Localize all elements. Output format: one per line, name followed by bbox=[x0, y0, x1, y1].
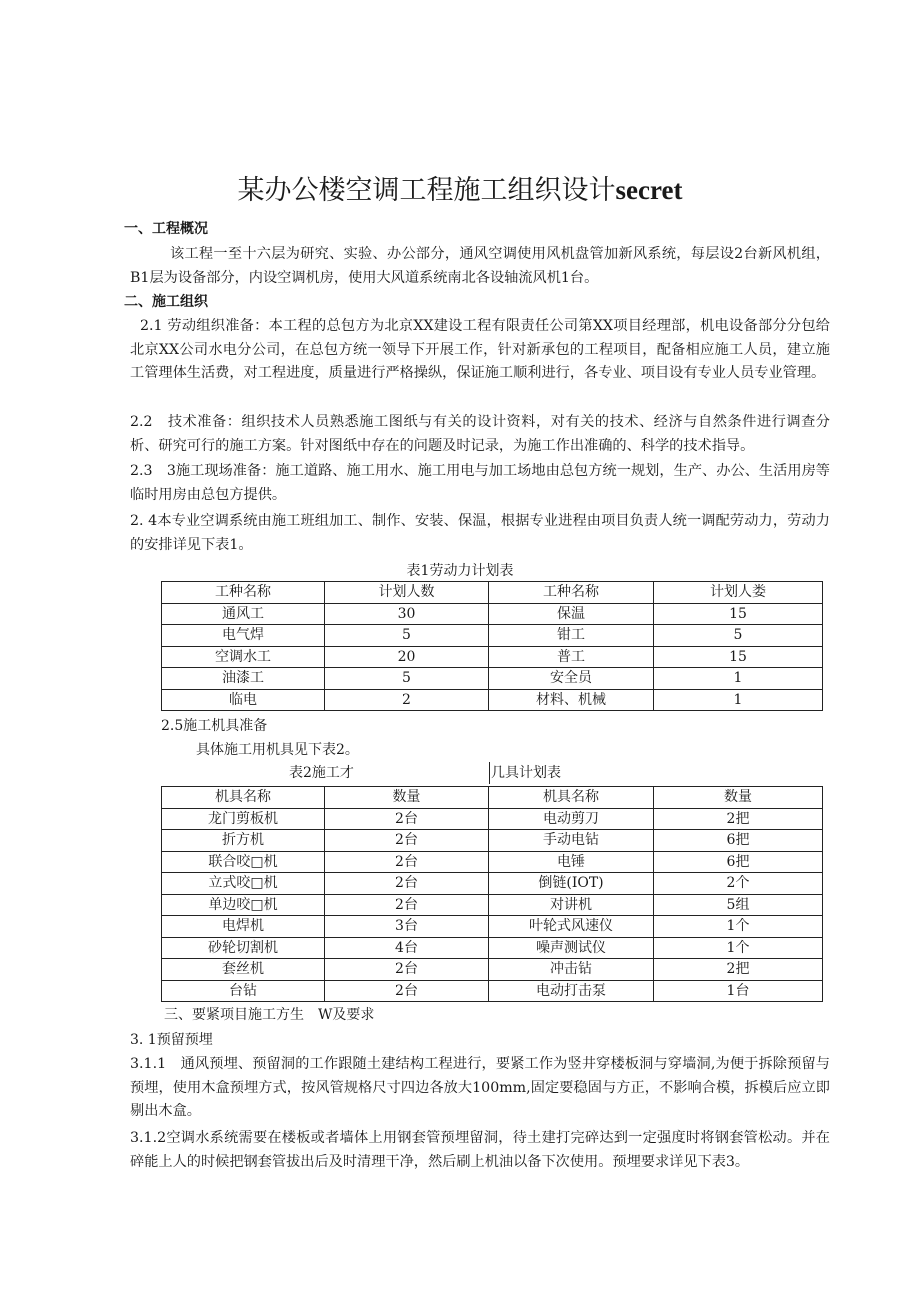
section-1-paragraph: 该工程一至十六层为研究、实验、办公部分，通风空调使用风机盘管加新风系统，每层设2台新风机组，B1层为设备部分，内设空调机房，使用大风道系统南北各设轴流风机1台。 bbox=[130, 246, 830, 286]
table-cell: 联合咬□机 bbox=[162, 851, 325, 873]
table-row bbox=[162, 916, 823, 938]
header-cell: 工种名称 bbox=[489, 582, 654, 604]
table-cell: 电焊机 bbox=[162, 916, 325, 938]
table-row bbox=[162, 937, 823, 959]
table-row bbox=[162, 873, 823, 895]
table-cell: 1 bbox=[654, 668, 823, 690]
title-english: secret bbox=[615, 175, 683, 205]
table-cell: 保温 bbox=[489, 603, 654, 625]
section-2-heading: 二、施工组织 bbox=[124, 294, 208, 310]
table-row bbox=[162, 959, 823, 981]
table-cell: 15 bbox=[654, 603, 823, 625]
header-cell: 机具名称 bbox=[162, 787, 325, 809]
table-cell: 2把 bbox=[654, 808, 823, 830]
section-3-heading: 三、要紧项目施工方生 W及要求 bbox=[164, 1007, 375, 1023]
caption-divider bbox=[489, 762, 490, 784]
table-cell: 2台 bbox=[325, 894, 489, 916]
table-cell: 对讲机 bbox=[489, 894, 654, 916]
table-row bbox=[162, 646, 823, 668]
table-row bbox=[162, 894, 823, 916]
table-cell: 龙门剪板机 bbox=[162, 808, 325, 830]
table-cell: 套丝机 bbox=[162, 959, 325, 981]
paragraph-3-1-1: 3.1.1 通风预埋、预留洞的工作跟随土建结构工程进行，要紧工作为竖井穿楼板洞与穿墙洞,为便于拆除预留与预埋，使用木盒预埋方式，按风管规格尺寸四边各放大100mm,固定要稳固与方正，不影响合模，拆模后应立即剔出木盒。 bbox=[130, 1056, 830, 1119]
paragraph-2-3: 2.3 3施工现场准备：施工道路、施工用水、施工用电与加工场地由总包方统一规划，生产、办公、生活用房等临时用房由总包方提供。 bbox=[130, 463, 830, 503]
header-cell: 数量 bbox=[654, 787, 823, 809]
table-cell: 空调水工 bbox=[162, 646, 325, 668]
table-cell: 电气焊 bbox=[162, 625, 325, 647]
table-cell: 钳工 bbox=[489, 625, 654, 647]
table-cell: 台钻 bbox=[162, 980, 325, 1002]
table-row bbox=[162, 980, 823, 1002]
table-row bbox=[162, 808, 823, 830]
header-cell: 计划人娄 bbox=[654, 582, 823, 604]
table-cell: 通风工 bbox=[162, 603, 325, 625]
table-cell: 油漆工 bbox=[162, 668, 325, 690]
table-cell: 普工 bbox=[489, 646, 654, 668]
paragraph-2-1: 2.1 劳动组织准备：本工程的总包方为北京XX建设工程有限责任公司第XX项目经理部，机电设备部分分包给北京XX公司水电分公司，在总包方统一领导下开展工作，针对新承包的工程项目，配备相应施工人员，建立施工管理体生活费，对工程进度，质量进行严格操纵，保证施工顺利进行，各专业、项目设有专业人员专业管理。 bbox=[130, 318, 830, 381]
table-cell: 2 bbox=[325, 689, 489, 711]
table-row bbox=[162, 668, 823, 690]
paragraph-2-5-text: 具体施工用机具见下表2。 bbox=[196, 742, 359, 758]
paragraph-2-4: 2. 4本专业空调系统由施工班组加工、制作、安装、保温，根据专业进程由项目负责人统一调配劳动力，劳动力的安排详见下表1。 bbox=[130, 513, 830, 553]
section-1-heading: 一、工程概况 bbox=[124, 221, 208, 237]
table-row bbox=[162, 830, 823, 852]
table-2-caption-left: 表2施工才 bbox=[289, 765, 354, 781]
table-cell: 噪声测试仪 bbox=[489, 937, 654, 959]
table-cell: 2台 bbox=[325, 959, 489, 981]
table-cell: 叶轮式风速仪 bbox=[489, 916, 654, 938]
paragraph-2-2: 2.2 技术准备：组织技术人员熟悉施工图纸与有关的设计资料，对有关的技术、经济与自然条件进行调查分析、研究可行的施工方案。针对图纸中存在的问题及时记录，为施工作出准确的、科学的技术指导。 bbox=[130, 414, 830, 454]
table-cell: 6把 bbox=[654, 851, 823, 873]
table-cell: 2台 bbox=[325, 851, 489, 873]
table-cell: 30 bbox=[325, 603, 489, 625]
table-cell: 20 bbox=[325, 646, 489, 668]
table-cell: 安全员 bbox=[489, 668, 654, 690]
table-cell: 倒链(IOT) bbox=[489, 873, 654, 895]
table-cell: 砂轮切割机 bbox=[162, 937, 325, 959]
table-cell: 1台 bbox=[654, 980, 823, 1002]
table-cell: 电锤 bbox=[489, 851, 654, 873]
table-cell: 冲击钻 bbox=[489, 959, 654, 981]
table-cell: 2台 bbox=[325, 808, 489, 830]
table-cell: 折方机 bbox=[162, 830, 325, 852]
table-cell: 1个 bbox=[654, 937, 823, 959]
title-chinese: 某办公楼空调工程施工组织设计 bbox=[237, 175, 616, 206]
table-cell: 电动打击泵 bbox=[489, 980, 654, 1002]
table-cell: 3台 bbox=[325, 916, 489, 938]
table-cell: 5 bbox=[654, 625, 823, 647]
table-cell: 电动剪刀 bbox=[489, 808, 654, 830]
header-cell: 工种名称 bbox=[162, 582, 325, 604]
table-cell: 6把 bbox=[654, 830, 823, 852]
table-cell: 2台 bbox=[325, 830, 489, 852]
paragraph-2-5-heading: 2.5施工机具准备 bbox=[161, 718, 268, 734]
table-row bbox=[162, 603, 823, 625]
table-cell: 5组 bbox=[654, 894, 823, 916]
table-cell: 临电 bbox=[162, 689, 325, 711]
table-row bbox=[162, 851, 823, 873]
table-cell: 1 bbox=[654, 689, 823, 711]
table-row bbox=[162, 689, 823, 711]
paragraph-3-1-2: 3.1.2空调水系统需要在楼板或者墙体上用钢套管预埋留洞，待土建打完碎达到一定强度时将钢套管松动。并在碎能上人的时候把钢套管拔出后及时清理干净，然后刷上机油以备下次使用。预埋要求详见下表3。 bbox=[130, 1130, 830, 1170]
table-cell: 2台 bbox=[325, 980, 489, 1002]
table-cell: 4台 bbox=[325, 937, 489, 959]
table-cell: 2台 bbox=[325, 873, 489, 895]
table-cell: 2把 bbox=[654, 959, 823, 981]
header-cell: 数量 bbox=[325, 787, 489, 809]
table-cell: 手动电钻 bbox=[489, 830, 654, 852]
table-cell: 5 bbox=[325, 668, 489, 690]
table-header-row bbox=[162, 582, 823, 604]
table-cell: 立式咬□机 bbox=[162, 873, 325, 895]
labor-plan-table bbox=[161, 581, 823, 711]
paragraph-3-1-heading: 3. 1预留预埋 bbox=[130, 1032, 213, 1048]
table-cell: 5 bbox=[325, 625, 489, 647]
header-cell: 计划人数 bbox=[325, 582, 489, 604]
header-cell: 机具名称 bbox=[489, 787, 654, 809]
page-title bbox=[0, 172, 920, 209]
table-cell: 15 bbox=[654, 646, 823, 668]
table-cell: 2个 bbox=[654, 873, 823, 895]
equipment-plan-table bbox=[161, 786, 823, 1002]
table-cell: 材料、机械 bbox=[489, 689, 654, 711]
table-cell: 单边咬□机 bbox=[162, 894, 325, 916]
table-row bbox=[162, 625, 823, 647]
table-1-caption: 表1劳动力计划表 bbox=[406, 563, 514, 579]
table-header-row bbox=[162, 787, 823, 809]
table-2-caption-right: 几具计划表 bbox=[491, 765, 561, 781]
table-cell: 1个 bbox=[654, 916, 823, 938]
